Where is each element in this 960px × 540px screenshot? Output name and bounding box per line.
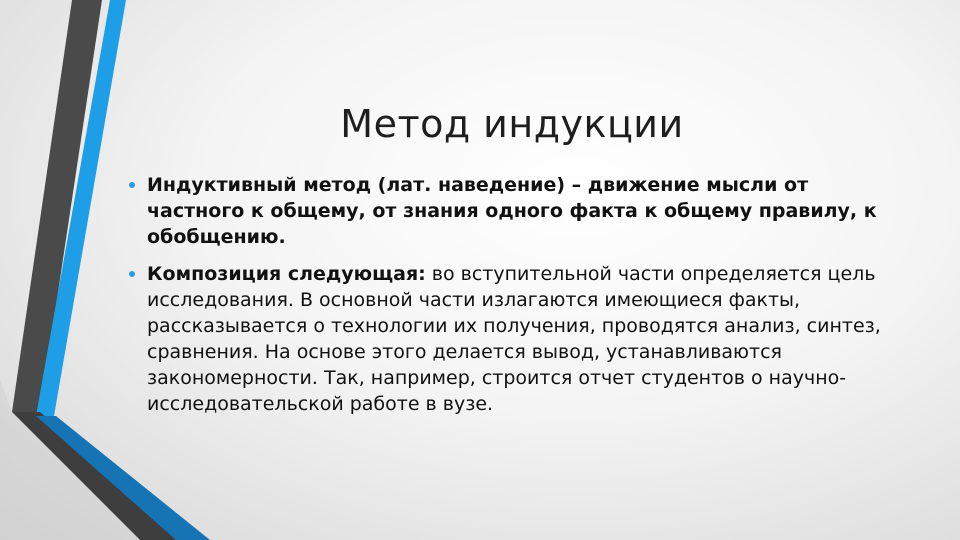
bullet-item: [125, 261, 895, 417]
bullet-list: [125, 172, 895, 428]
bullet-text: во вступительной части определяется цель исследования. В основной части излагаются имеющиеся факты, рассказывается о технологии их получения, проводятся анализ, синтез, сравнения. На основе этого делается вывод, устанавливаются закономерности. Так, например, строится отчет студентов о научно-исследовательской работе в вузе.: [147, 263, 881, 415]
slide-title: Метод индукции: [340, 102, 684, 146]
bullet-dot-icon: [129, 182, 135, 188]
bullet-dot-icon: [129, 271, 135, 277]
bullet-bold-text: Композиция следующая:: [147, 263, 426, 285]
bullet-item: [125, 172, 895, 250]
bullet-bold-text: Индуктивный метод (лат. наведение) – движение мысли от частного к общему, от знания одного факта к общему правилу, к обобщению.: [147, 174, 877, 248]
